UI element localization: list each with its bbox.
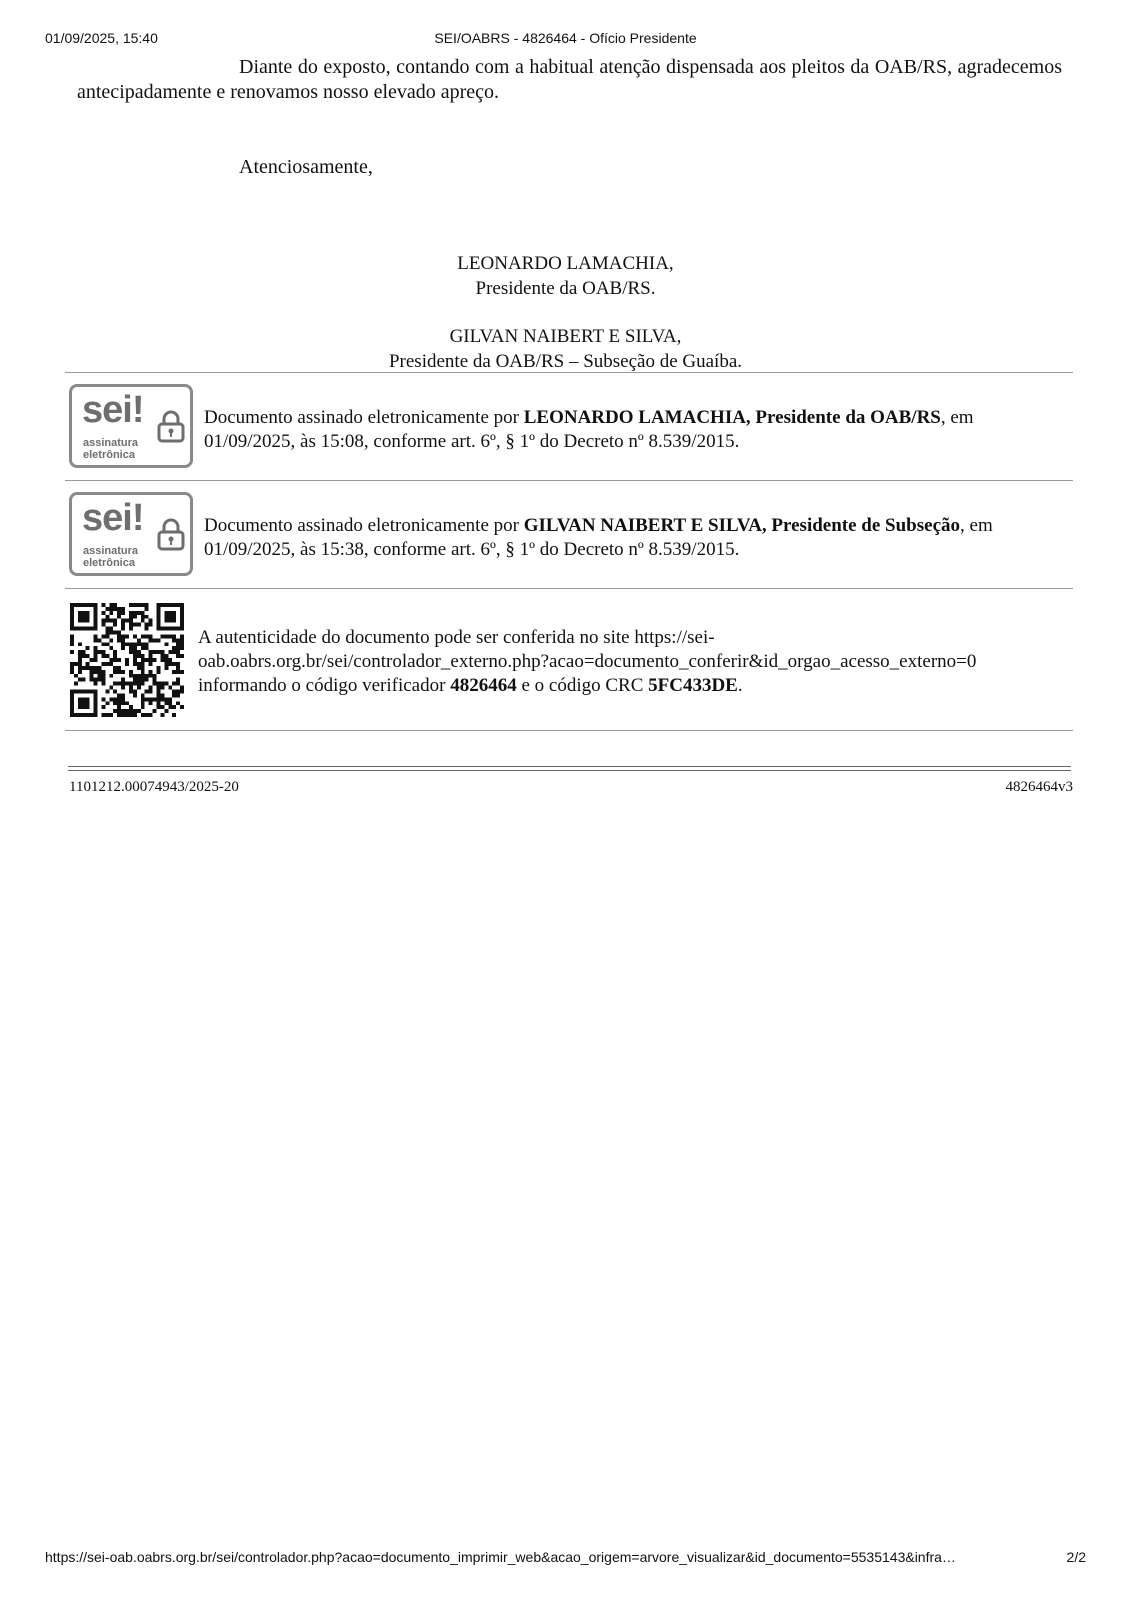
print-datetime: 01/09/2025, 15:40 <box>45 30 158 46</box>
sei-stamp-icon <box>69 492 193 576</box>
authenticity-block <box>65 588 1073 730</box>
qr-modules <box>70 603 184 717</box>
double-rule-bottom <box>68 770 1071 771</box>
electronic-signature-2 <box>65 480 1073 588</box>
signatory-1 <box>0 251 1131 301</box>
authenticity-statement <box>198 626 1058 698</box>
signature-statement-1 <box>204 406 1054 454</box>
stamp-caption <box>83 437 138 461</box>
signature-prefix: Documento assinado eletronicamente por <box>204 515 524 536</box>
verifier-code: 4826464 <box>450 675 517 696</box>
stamp-word: sei! <box>82 497 144 539</box>
signature-suffix: , em 01/09/2025, às 15:08, conforme art. 6º, § 1º do Decreto nº 8.539/2015. <box>204 407 974 452</box>
signatory-1-name: LEONARDO LAMACHIA, <box>457 253 674 274</box>
signature-prefix: Documento assinado eletronicamente por <box>204 407 524 428</box>
authenticity-text: A autenticidade do documento pode ser conferida no site https://sei-oab.oabrs.org.br/sei/controlador_externo.php?acao=documento_conferir&id_orgao_acesso_externo=0 informando o código verificador <box>198 627 977 696</box>
sei-stamp-icon <box>69 384 193 468</box>
process-number: 1101212.00074943/2025-20 <box>69 779 239 795</box>
lock-icon <box>156 409 186 443</box>
print-url[interactable]: https://sei-oab.oabrs.org.br/sei/controlador.php?acao=documento_imprimir_web&acao_origem=arvore_visualizar&id_documento=5535143&infra… <box>45 1549 956 1565</box>
authenticity-text-middle: e o código CRC <box>516 675 649 696</box>
qr-code-icon <box>70 603 184 717</box>
stamp-caption-line2: eletrônica <box>83 449 135 461</box>
signature-suffix: , em 01/09/2025, às 15:38, conforme art. 6º, § 1º do Decreto nº 8.539/2015. <box>204 515 993 560</box>
crc-code: 5FC433DE <box>648 675 738 696</box>
document-version: 4826464v3 <box>1005 779 1073 795</box>
divider <box>65 730 1073 731</box>
signatory-2 <box>0 324 1131 374</box>
lock-icon <box>156 517 186 551</box>
signatory-2-name: GILVAN NAIBERT E SILVA, <box>449 326 682 347</box>
stamp-caption-line1: assinatura <box>83 545 139 557</box>
signature-signer: GILVAN NAIBERT E SILVA, Presidente de Subseção <box>523 515 961 536</box>
signatory-1-role: Presidente da OAB/RS. <box>475 278 656 299</box>
double-rule-top <box>68 766 1071 767</box>
page-number: 2/2 <box>1066 1549 1086 1565</box>
electronic-signature-1 <box>65 372 1073 480</box>
signature-signer: LEONARDO LAMACHIA, Presidente da OAB/RS <box>523 407 941 428</box>
signatory-2-role: Presidente da OAB/RS – Subseção de Guaíba. <box>388 351 743 372</box>
authenticity-text-end: . <box>737 675 743 696</box>
stamp-caption <box>83 545 138 569</box>
stamp-caption-line2: eletrônica <box>83 557 135 569</box>
signature-statement-2 <box>204 514 1054 562</box>
closing-salutation: Atenciosamente, <box>239 156 373 178</box>
body-paragraph: Diante do exposto, contando com a habitual atenção dispensada aos pleitos da OAB/RS, agradecemos antecipadamente e renovamos nosso elevado apreço. <box>77 56 1062 103</box>
print-title: SEI/OABRS - 4826464 - Ofício Presidente <box>434 30 697 46</box>
stamp-caption-line1: assinatura <box>83 437 139 449</box>
stamp-word: sei! <box>82 389 144 431</box>
